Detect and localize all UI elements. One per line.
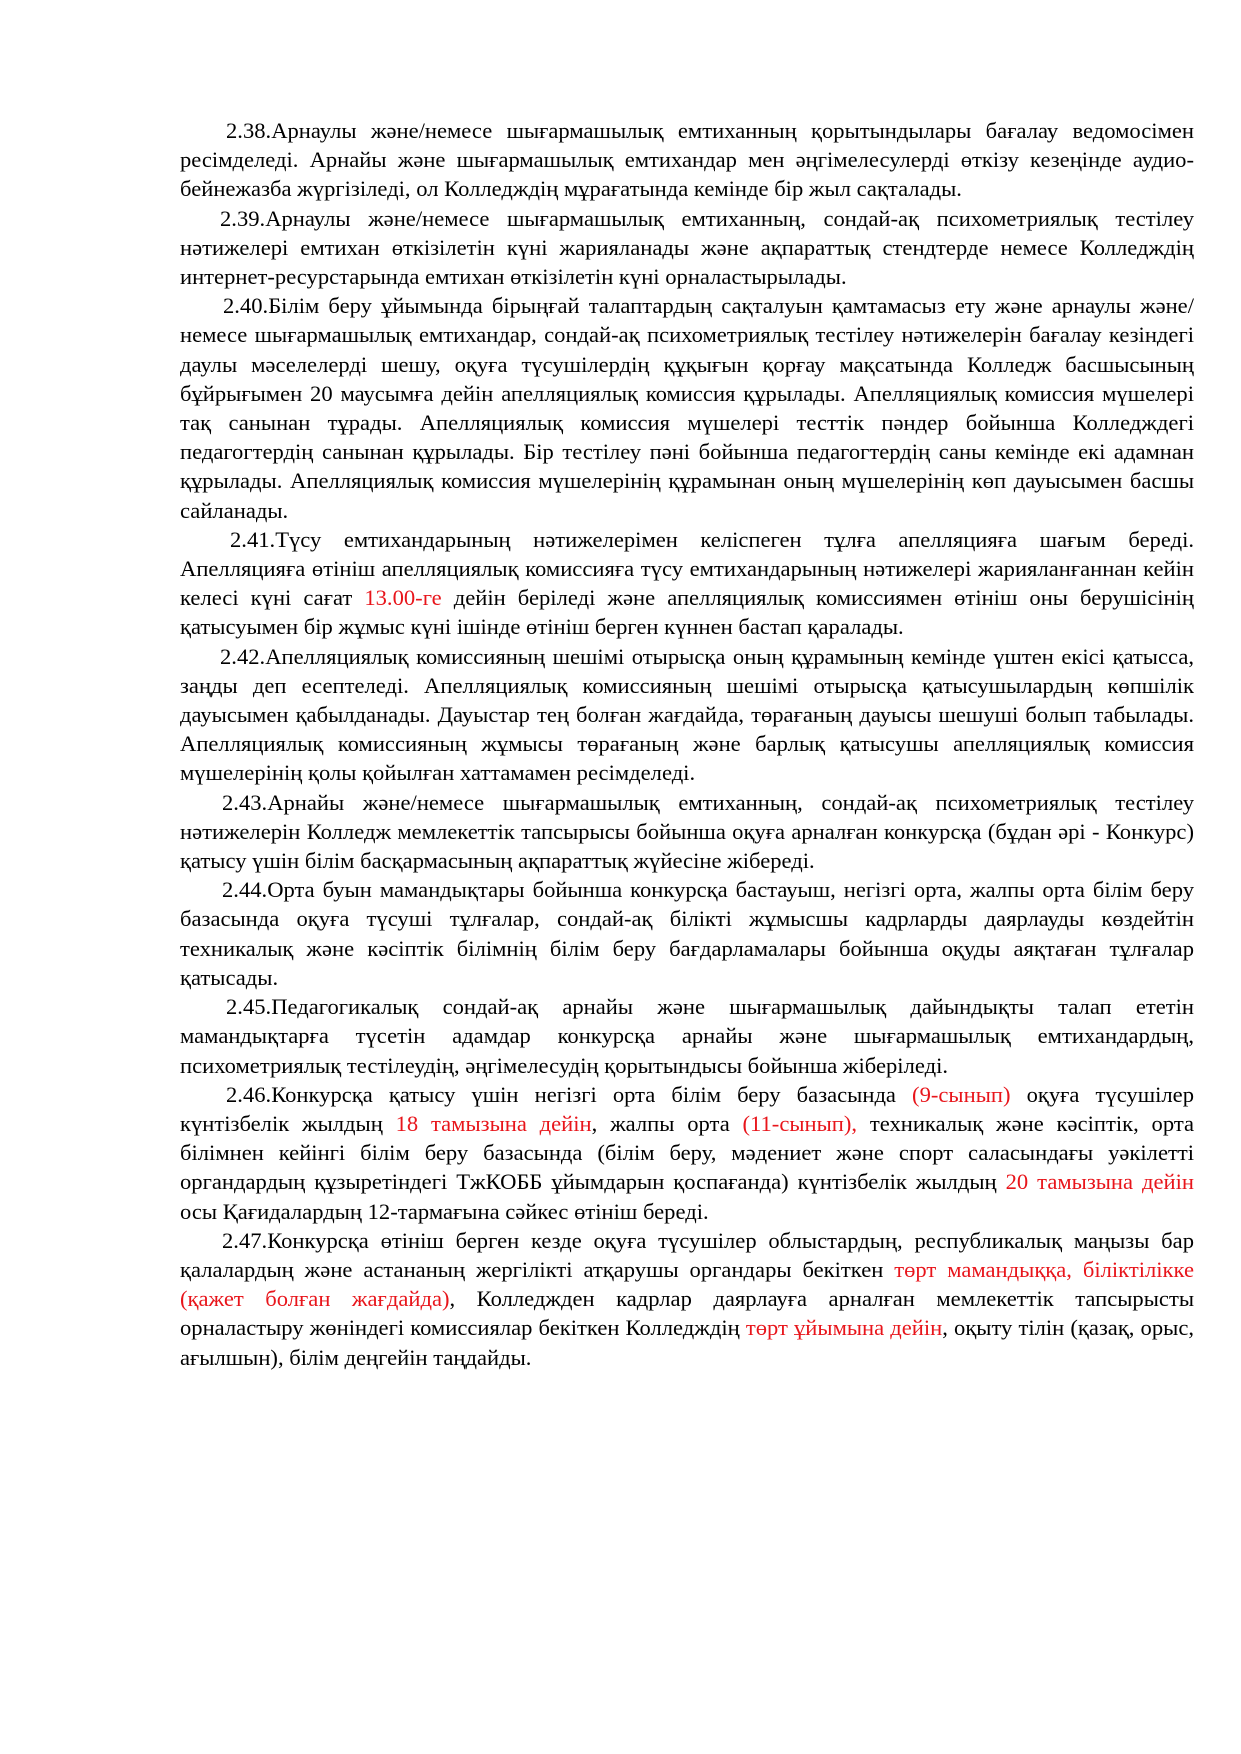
highlighted-text: төрт ұйымына дейін — [745, 1315, 943, 1341]
text-segment: 2.47.Конкурсқа өтініш берген кезде оқуға түсушілер облыстардың, республикалық маңызы бар қалалардың және астананың жергілікті атқарушы органдары бекіткен — [180, 1227, 1194, 1282]
highlighted-text: 20 тамызына дейін — [1005, 1169, 1194, 1195]
paragraph-2-42 — [180, 642, 1194, 788]
text-segment: дейін беріледі және апелляциялық комиссиямен өтініш оны берушісінің қатысуымен бір жұмыс күні ішінде өтініш берген күннен бастап қаралады. — [180, 585, 1194, 640]
text-segment: техникалық және кәсіптік, орта білімнен кейінгі білім беру базасында (білім беру, мәдениет және спорт саласындағы уәкілетті органдардың құзыретіндегі ТжКОББ ұйымдарын қоспағанда) күнтізбелік жылдың — [180, 1110, 1194, 1195]
paragraph-2-44 — [180, 875, 1194, 992]
text-segment: , оқыту тілін (қазақ, орыс, ағылшын), білім деңгейін таңдайды. — [180, 1315, 1195, 1370]
highlighted-text: 13.00-ге — [364, 585, 442, 611]
highlighted-text: 18 тамызына дейін — [395, 1110, 592, 1136]
text-segment: , жалпы орта — [591, 1110, 743, 1136]
text-segment: 2.38.Арнаулы және/немесе шығармашылық емтиханның қорытындылары бағалау ведомосімен ресімделеді. Арнайы және шығармашылық емтихандар мен әңгімелесулерді өткізу кезеңінде аудио-бейнежазба жүргізіледі, ол Колледждің мұрағатында кемінде бір жыл сақталады. — [180, 118, 1194, 202]
paragraph-2-47 — [180, 1226, 1194, 1372]
text-segment: 2.44.Орта буын мамандықтары бойынша конкурсқа бастауыш, негізгі орта, жалпы орта білім беру базасында оқуға түсуші тұлғалар, сондай-ақ білікті жұмысшы кадрларды даярлауды көздейтін техникалық және кәсіптік білімнің білім беру бағдарламалары бойынша оқуды аяқтаған тұлғалар қатысады. — [180, 877, 1194, 990]
text-segment: 2.40.Білім беру ұйымында бірыңғай талаптардың сақталуын қамтамасыз ету және арнаулы және/немесе шығармашылық емтихандар, сондай-ақ психометриялық тестілеу нәтижелерін бағалау кезіндегі даулы мәселелерді шешу, оқуға түсушілердің құқығын қорғау мақсатында Колледж басшысының бұйрығымен 20 маусымға дейін апелляциялық комиссия құрылады. Апелляциялық комиссия мүшелері тақ санынан тұрады. Апелляциялық комиссия мүшелері тесттік пәндер бойынша Колледждегі педагогтердің санынан құрылады. Бір тестілеу пәні бойынша педагогтердің саны кемінде екі адамнан құрылады. Апелляциялық комиссия мүшелерінің құрамынан оның мүшелерінің көп дауысымен басшы сайланады. — [180, 293, 1194, 523]
text-segment: 2.45.Педагогикалық сондай-ақ арнайы және шығармашылық дайындықты талап ететін мамандықтарға түсетін адамдар конкурсқа арнайы және шығармашылық емтихандардың, психометриялық тестілеудің, әңгімелесудің қорытындысы бойынша жіберіледі. — [180, 994, 1194, 1078]
paragraph-2-43 — [180, 788, 1194, 876]
paragraph-2-46 — [180, 1080, 1194, 1226]
paragraph-2-39 — [180, 204, 1194, 292]
text-segment: 2.42.Апелляциялық комиссияның шешімі отырысқа оның құрамының кемінде үштен екісі қатысса, заңды деп есептеледі. Апелляциялық комиссияның шешімі отырысқа қатысушылардың көпшілік дауысымен қабылданады. Дауыстар тең болған жағдайда, төрағаның дауысы шешуші болып табылады. Апелляциялық комиссияның жұмысы төрағаның және барлық қатысушы апелляциялық комиссия мүшелерінің қолы қойылған хаттамамен ресімделеді. — [180, 643, 1194, 786]
text-segment: 2.39.Арнаулы және/немесе шығармашылық емтиханның, сондай-ақ психометриялық тестілеу нәтижелері емтихан өткізілетін күні жарияланады және ақпараттық стендтерде немесе Колледждің интернет-ресурстарында емтихан өткізілетін күні орналастырылады. — [180, 205, 1194, 290]
text-segment: оқуға түсушілер күнтізбелік жылдың — [180, 1081, 1194, 1136]
paragraph-2-41 — [180, 525, 1194, 642]
highlighted-text: (11-сынып), — [742, 1110, 858, 1136]
text-segment: осы Қағидалардың 12-тармағына сәйкес өтініш береді. — [180, 1198, 709, 1224]
highlighted-text: (9-сынып) — [912, 1081, 1011, 1107]
paragraph-2-45 — [180, 992, 1194, 1080]
paragraph-2-40 — [180, 291, 1194, 525]
text-segment: , Колледжден кадрлар даярлауға арналған мемлекеттік тапсырысты орналастыру жөніндегі комиссиялар бекіткен Колледждің — [180, 1286, 1194, 1341]
text-segment: 2.46.Конкурсқа қатысу үшін негізгі орта білім беру базасында — [226, 1081, 913, 1107]
paragraph-2-38 — [180, 116, 1194, 204]
text-segment: 2.41.Түсу емтихандарының нәтижелерімен келіспеген тұлға апелляцияға шағым береді. Апелляцияға өтініш апелляциялық комиссияға түсу емтихандарының нәтижелері жарияланғаннан кейін келесі күні сағат — [180, 526, 1194, 611]
text-segment: 2.43.Арнайы және/немесе шығармашылық емтиханның, сондай-ақ психометриялық тестілеу нәтижелерін Колледж мемлекеттік тапсырысы бойынша оқуға арналған конкурсқа (бұдан әрі - Конкурс) қатысу үшін білім басқармасының ақпараттық жүйесіне жібереді. — [180, 789, 1194, 874]
highlighted-text: төрт мамандыққа, біліктілікке (қажет болған жағдайда) — [180, 1256, 1194, 1312]
document-body — [180, 116, 1194, 1372]
